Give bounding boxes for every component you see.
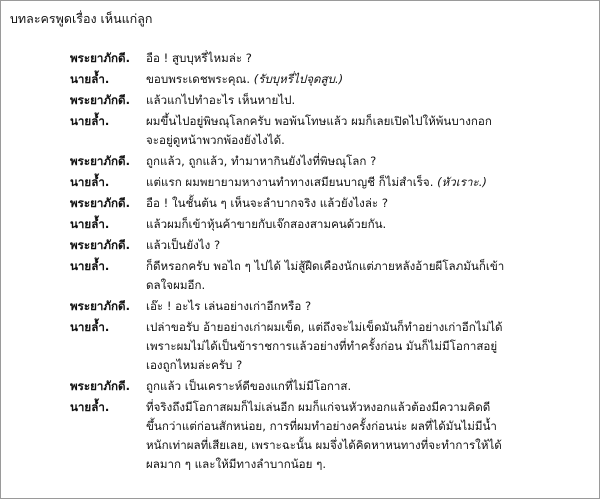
speaker-name: นายล้ำ. <box>70 320 110 334</box>
spoken-text: เอ๊ะ ! อะไร เล่นอย่างเก่าอีกหรือ ? <box>146 299 312 313</box>
dialogue-line <box>1 194 601 213</box>
spoken-text: แต่แรก ผมพยายามหางานทำทางเสมียนบาญชี ก็ไม่สำเร็จ. <box>146 175 434 189</box>
dialogue-text <box>146 236 506 255</box>
dialogue-text <box>146 70 506 89</box>
page-title: บทละครพูดเรื่อง เห็นแก่ลูก <box>10 11 153 26</box>
dialogue-text <box>146 257 506 295</box>
dialogue-text <box>146 318 506 375</box>
dialogue-line <box>1 398 601 474</box>
dialogue-line <box>1 236 601 255</box>
spoken-text: ผมขึ้นไปอยู่พิษณุโลกครับ พอพ้นโทษแล้ว ผมก็เลยเปิดไปให้พ้นบางกอก จะอยู่ดูหน้าพวกพ้องยังไงได้. <box>146 114 492 147</box>
speaker-name: นายล้ำ. <box>70 259 110 273</box>
dialogue-line <box>1 112 601 150</box>
speaker-name: พระยาภักดี. <box>70 238 130 252</box>
spoken-text: แล้วแกไปทำอะไร เห็นหายไป. <box>146 93 296 107</box>
dialogue-line <box>1 152 601 171</box>
dialogue-text <box>146 297 506 316</box>
speaker-name: พระยาภักดี. <box>70 196 130 210</box>
dialogue-text <box>146 398 506 474</box>
spoken-text: อือ ! ในชั้นต้น ๆ เห็นจะลำบากจริง แล้วยังไงล่ะ ? <box>146 196 389 210</box>
dialogue-text <box>146 194 506 213</box>
spoken-text: อือ ! สูบบุหรี่ไหมล่ะ ? <box>146 51 252 65</box>
spoken-text: ก็ดีหรอกครับ พอไถ ๆ ไปได้ ไม่สู้ฝืดเคืองนักแต่ภายหลังอ้ายผีโลภมันก็เข้าดลใจผมอีก. <box>146 259 505 292</box>
dialogue-text <box>146 215 506 234</box>
dialogue-line <box>1 91 601 110</box>
dialogue-line <box>1 49 601 68</box>
speaker-name: พระยาภักดี. <box>70 299 130 313</box>
speaker-name: นายล้ำ. <box>70 114 110 128</box>
dialogue <box>1 49 601 476</box>
dialogue-text <box>146 49 506 68</box>
speaker-name: นายล้ำ. <box>70 175 110 189</box>
dialogue-text <box>146 377 506 396</box>
dialogue-line <box>1 318 601 375</box>
dialogue-text <box>146 91 506 110</box>
stage-direction: (รับบุหรี่ไปจุดสูบ.) <box>253 72 344 86</box>
stage-direction: (หัวเราะ.) <box>437 175 487 189</box>
spoken-text: แล้วเป็นยังไง ? <box>146 238 221 252</box>
speaker-name: นายล้ำ. <box>70 400 110 414</box>
dialogue-text <box>146 112 506 150</box>
spoken-text: ขอบพระเดชพระคุณ. <box>146 72 250 86</box>
speaker-name: พระยาภักดี. <box>70 93 130 107</box>
speaker-name: นายล้ำ. <box>70 72 110 86</box>
speaker-name: พระยาภักดี. <box>70 379 130 393</box>
dialogue-line <box>1 215 601 234</box>
speaker-name: พระยาภักดี. <box>70 154 130 168</box>
dialogue-text <box>146 152 506 171</box>
spoken-text: ที่จริงถึงมีโอกาสผมก็ไม่เล่นอีก ผมก็แก่จนหัวหงอกแล้วต้องมีความคิดดีขึ้นกว่าแต่ก่อนสักหน่อย, การที่ผมทำอย่างครั้งก่อนน่ะ ผลที่ได้มันไม่มีน้ำหนักเท่าผลที่เสียเลย, เพราะฉะนั้น ผมจึ่งได้คิดหาหนทางที่จะทำการให้ได้ผลมาก ๆ และให้มีทางลำบากน้อย ๆ. <box>146 400 502 471</box>
speaker-name: นายล้ำ. <box>70 217 110 231</box>
dialogue-line <box>1 70 601 89</box>
spoken-text: เปล่าขอรับ อ้ายอย่างเก่าผมเข็ด, แต่ถึงจะไม่เข็ดมันก็ทำอย่างเก่าอีกไม่ได้เพราะผมไม่ได้เป็นข้าราชการแล้วอย่างที่ทำครั้งก่อน มันก็ไม่มีโอกาสอยู่เองถูกไหมล่ะครับ ? <box>146 320 503 372</box>
spoken-text: แล้วผมก็เข้าหุ้นค้าขายกับเจ๊กสองสามคนด้วยกัน. <box>146 217 387 231</box>
spoken-text: ถูกแล้ว เป็นเคราะห์ดีของแกที่ไม่มีโอกาส. <box>146 379 352 393</box>
dialogue-line <box>1 257 601 295</box>
dialogue-text <box>146 173 506 192</box>
spoken-text: ถูกแล้ว, ถูกแล้ว, ทำมาหากินยังไงที่พิษณุโลก ? <box>146 154 377 168</box>
dialogue-line <box>1 377 601 396</box>
speaker-name: พระยาภักดี. <box>70 51 130 65</box>
dialogue-line <box>1 173 601 192</box>
dialogue-line <box>1 297 601 316</box>
